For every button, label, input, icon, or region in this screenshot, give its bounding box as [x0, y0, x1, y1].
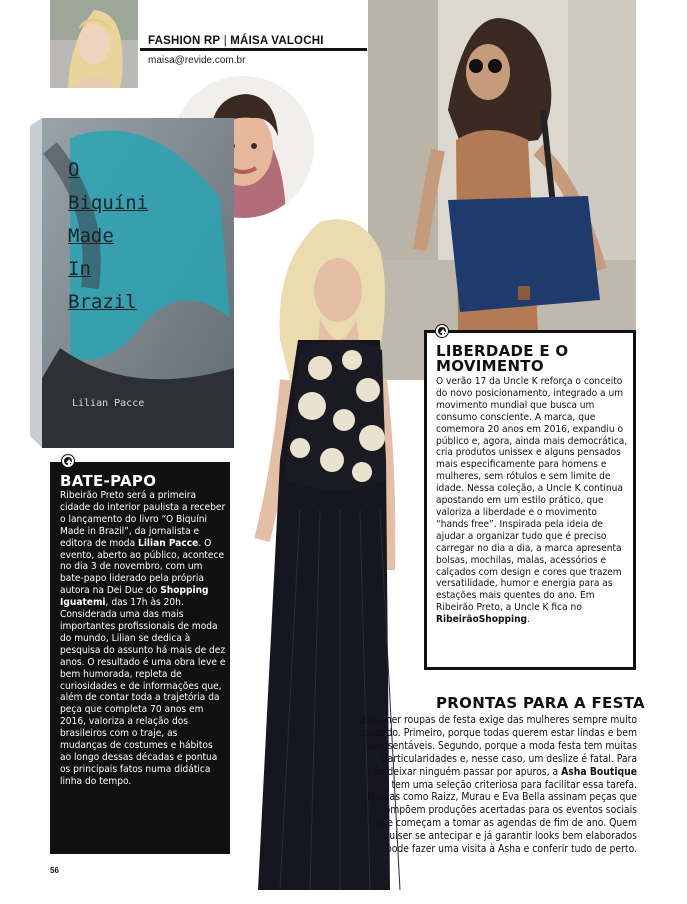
- prontas-title: PRONTAS PARA A FESTA: [436, 694, 645, 712]
- author-photo: [50, 0, 138, 88]
- liberdade-title: LIBERDADE E O MOVIMENTO: [436, 342, 569, 375]
- prontas-line: apresentáveis. Segundo, porque a moda festa tem muitas: [367, 739, 637, 752]
- prontas-line: que começam a tomar as agendas de fim de ano. Quem: [375, 817, 637, 830]
- bate-papo-text: Ribeirão Preto será a primeira cidade do interior paulista a receber o lançamento do livro “O Biquíni Made in Brazil”, da jornalista e editora de moda Lilian Pacce. O evento, aberto ao público, acontece no dia 3 de novembro, com um bate-papo liderado pela própria autora na Dei Due do Shopping Iguatemi, das 17h às 20h. Considerada uma das mais importantes profissionais de moda do mundo, Lilian se dedica à pesquisa do assunto há mais de dez anos. O resultado é uma obra leve e bem humorada, repleta de curiosidades e de informações que, além de contar toda a trajetória da peça que completa 70 anos em 2016, valoriza a relação dos brasileiros com o traje, as mudanças de costumes e hábitos ao longo dessas décadas e pontua os principais fatos numa didática linha do tempo.: [60, 490, 226, 787]
- prontas-line: pode fazer uma visita à Asha e conferir tudo de perto.: [385, 843, 637, 855]
- book-title: O Biquíni Made In Brazil: [68, 159, 149, 313]
- book-cover: [30, 118, 240, 448]
- prontas-line: tem uma seleção criteriosa para facilitar essa tarefa.: [391, 778, 637, 791]
- liberdade-text: O verão 17 da Uncle K reforça o conceito do novo posicionamento, integrado a um movimento mundial que busca um consumo consciente. A marca, que comemora 20 anos em 2016, expandiu o público e, agora, ainda mais democrática, cria produtos unissex e alguns pensados mais especificamente para homens e mulheres, sem rótulos e sem limite de idade. Nessa coleção, a Uncle K continua apostando em um estilo prático, que valoriza a liberdade e o movimento “hands free”. Inspirada pela ideia de ajudar a organizar tudo que é preciso carregar no dia a dia, a marca apresenta bolsas, mochilas, malas, acessórios e calçados com design e cores que trazem versatilidade, humor e energia para as estações mais quentes do ano. Em Ribeirão Preto, a Uncle K fica no RibeirãoShopping.: [436, 376, 628, 626]
- pin-icon: [436, 325, 448, 337]
- prontas-line: compõem produções acertadas para os eventos sociais: [379, 804, 637, 817]
- header-rule: [140, 48, 367, 51]
- page-number: 56: [50, 866, 59, 875]
- column-header: FASHION RP | MÁISA VALOCHI: [148, 35, 324, 47]
- liberdade-box: [424, 330, 636, 670]
- prontas-line: não deixar ninguém passar por apuros, a Asha Boutique: [367, 765, 637, 778]
- prontas-line: particularidades e, nesse caso, um deslize é fatal. Para: [381, 752, 637, 765]
- prontas-line: Marcas como Raizz, Murau e Eva Bella assinam peças que: [367, 791, 637, 804]
- bate-papo-title: BATE-PAPO: [60, 472, 157, 490]
- prontas-line: cuidado. Primeiro, porque todas querem estar lindas e bem: [361, 726, 637, 739]
- pin-icon: [62, 455, 74, 467]
- author-email: maisa@revide.com.br: [148, 55, 246, 66]
- prontas-line: quiser se antecipar e já garantir looks bem elaborados: [383, 830, 637, 843]
- book-author: Lilian Pacce: [72, 398, 145, 409]
- bate-papo-box: [50, 462, 230, 854]
- author-name: MÁISA VALOCHI: [230, 35, 324, 47]
- prontas-line: Escolher roupas de festa exige das mulheres sempre muito: [361, 714, 637, 726]
